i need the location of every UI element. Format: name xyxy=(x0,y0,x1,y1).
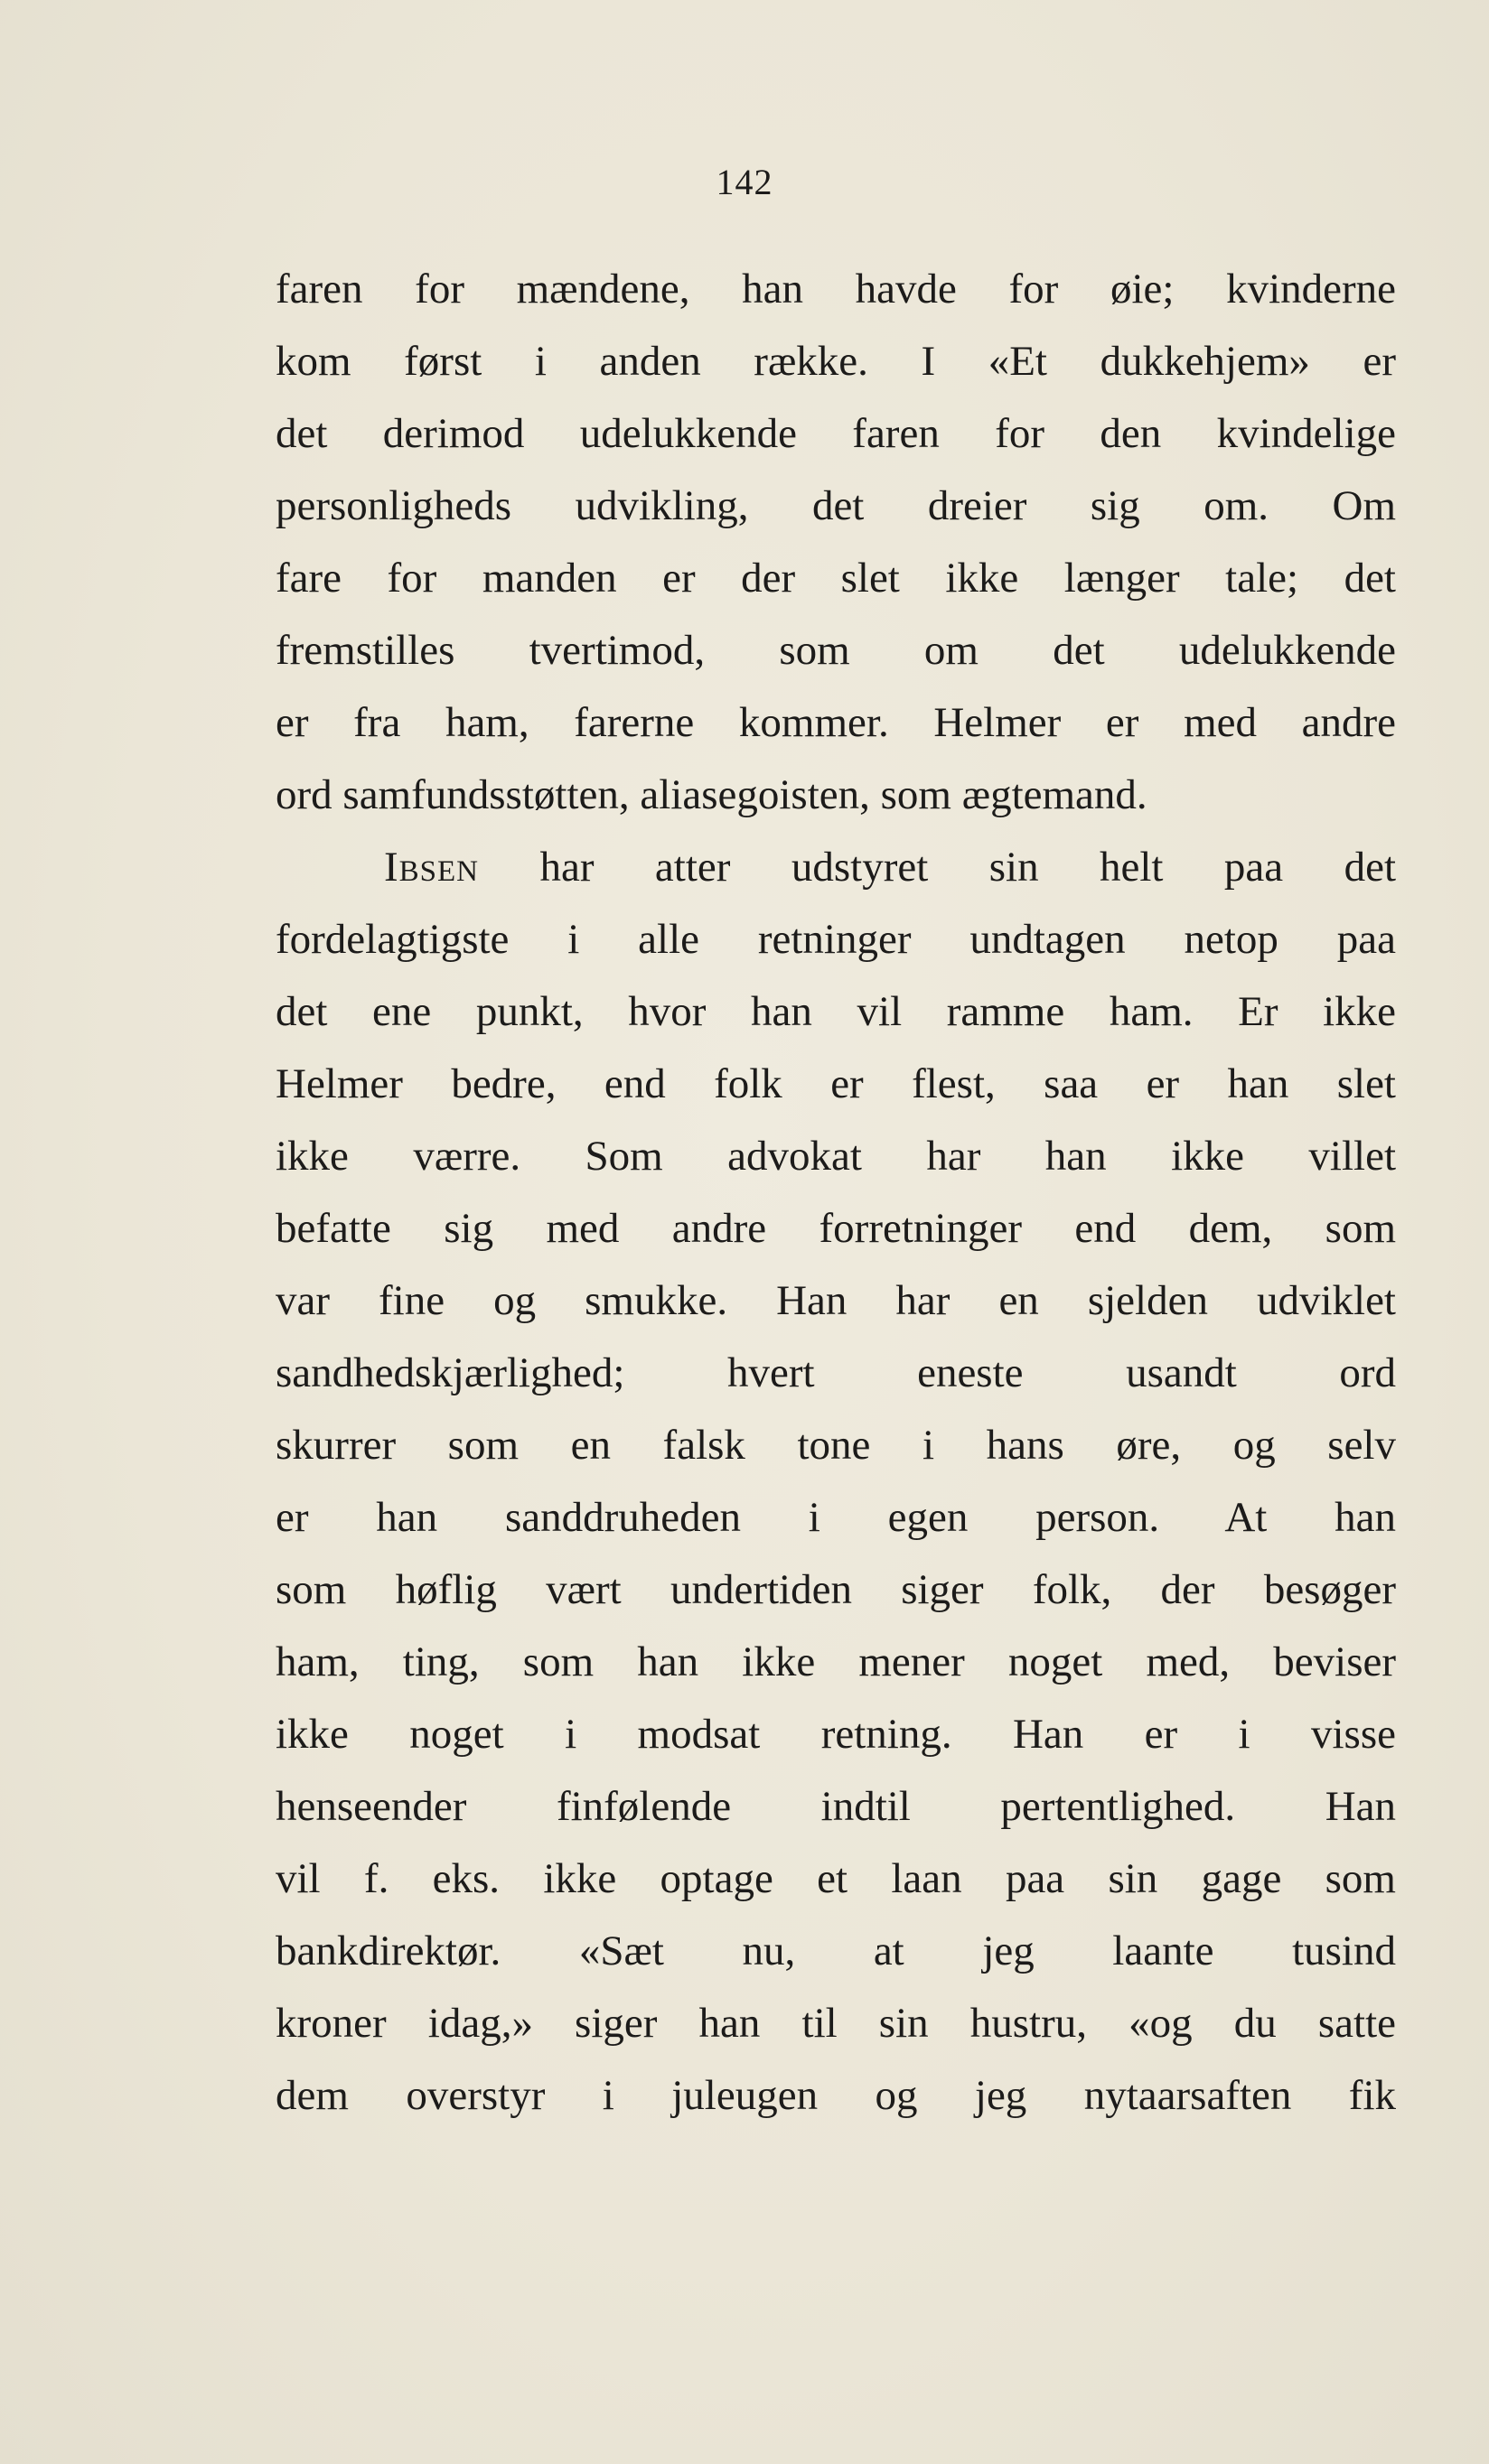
body-text xyxy=(276,253,1396,2132)
text-line: ikke noget i modsat retning. Han er i visse xyxy=(276,1711,1396,1758)
text-line: skurrer som en falsk tone i hans øre, og selv xyxy=(276,1422,1396,1469)
text-line: Helmer bedre, end folk er flest, saa er han slet xyxy=(276,1060,1396,1107)
text-line: det ene punkt, hvor han vil ramme ham. Er ikke xyxy=(276,988,1396,1035)
text-line: det derimod udelukkende faren for den kvindelige xyxy=(276,410,1396,457)
text-line: var fine og smukke. Han har en sjelden udviklet xyxy=(276,1277,1396,1324)
text-line: som høflig vært undertiden siger folk, der besøger xyxy=(276,1566,1396,1613)
text-line: ham, ting, som han ikke mener noget med, beviser xyxy=(276,1638,1396,1685)
text-line: faren for mændene, han havde for øie; kvinderne xyxy=(276,266,1396,313)
text-line: fordelagtigste i alle retninger undtagen netop paa xyxy=(276,916,1396,963)
text-line: kroner idag,» siger han til sin hustru, «og du satte xyxy=(276,2000,1396,2047)
text-line: befatte sig med andre forretninger end dem, som xyxy=(276,1205,1396,1252)
text-line: ikke værre. Som advokat har han ikke villet xyxy=(276,1133,1396,1180)
text-line: kom først i anden række. I «Et dukkehjem» er xyxy=(276,338,1396,385)
paragraph-first-line xyxy=(276,831,1396,903)
text-line: er han sanddruheden i egen person. At han xyxy=(276,1494,1396,1541)
text-line: fremstilles tvertimod, som om det udelukkende xyxy=(276,627,1396,674)
text-line: dem overstyr i juleugen og jeg nytaarsaften fik xyxy=(276,2072,1396,2119)
text-line: fare for manden er der slet ikke længer tale; det xyxy=(276,555,1396,602)
text-line-rest: har atter udstyret sin helt paa det xyxy=(539,844,1396,891)
text-line: bankdirektør. «Sæt nu, at jeg laante tusind xyxy=(276,1927,1396,1974)
text-line: sandhedskjærlighed; hvert eneste usandt ord xyxy=(276,1349,1396,1396)
text-line: er fra ham, farerne kommer. Helmer er med andre xyxy=(276,699,1396,746)
author-name: Ibsen xyxy=(384,844,480,891)
text-line: vil f. eks. ikke optage et laan paa sin gage som xyxy=(276,1855,1396,1902)
text-line: personligheds udvikling, det dreier sig om. Om xyxy=(276,482,1396,529)
page-number: 142 xyxy=(716,162,773,202)
text-line: ord samfundsstøtten, aliasegoisten, som ægtemand. xyxy=(276,771,1147,818)
text-line: henseender finfølende indtil pertentlighed. Han xyxy=(276,1783,1396,1830)
